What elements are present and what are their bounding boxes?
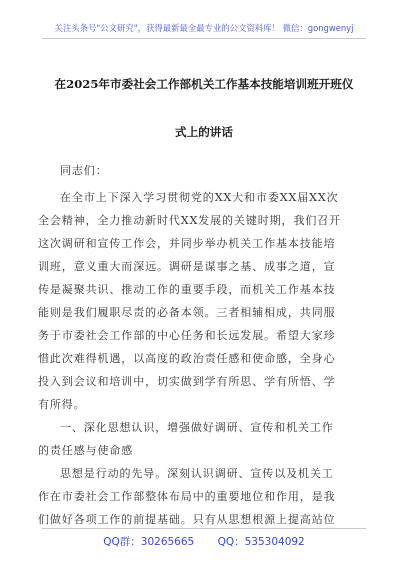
heading-line: 的责任感与使命感 — [38, 444, 134, 457]
header-divider — [42, 38, 366, 39]
text-line: 训班，意义重大而深远。调研是谋事之基、成事之道，宣 — [38, 260, 336, 273]
salutation: 同志们： — [60, 164, 108, 177]
text-line: 有所得。 — [38, 398, 86, 411]
text-line: 务于市委社会工作部的中心任务和长远发展。希望大家珍 — [38, 329, 336, 342]
header-banner: 关注头条号"公文研究"，获得最新最全最专业的公文资料库！ 微信：gongwenyj — [54, 23, 354, 33]
text-line: 能则是我们履职尽责的必备本领。三者相辅相成，共同服 — [38, 306, 336, 319]
paragraph-1 — [38, 186, 372, 416]
section-heading-1 — [38, 416, 372, 462]
footer-qq-group: QQ群：30265665 — [103, 536, 195, 548]
text-line: 传是凝聚共识、推动工作的重要手段，而机关工作基本技 — [38, 283, 336, 296]
text-line: 投入到会议和培训中，切实做到学有所思、学有所悟、学 — [38, 375, 336, 388]
footer-qq: QQ：535304092 — [217, 536, 305, 548]
text-line: 在全市上下深入学习贯彻党的XX大和市委XX届XX次 — [60, 191, 339, 204]
heading-line: 一、深化思想认识，增强做好调研、宣传和机关工作 — [60, 421, 334, 434]
paragraph-2 — [38, 462, 372, 531]
text-line: 全会精神，全力推动新时代XX发展的关键时期，我们召开 — [38, 214, 342, 227]
text-line: 们做好各项工作的前提基础。只有从思想根源上提高站位 — [38, 513, 336, 526]
footer-contacts — [0, 534, 408, 549]
document-title-line-1: 在2025年市委社会工作部机关工作基本技能培训班开班仪 — [54, 77, 354, 91]
footer-divider — [42, 528, 366, 529]
text-line: 思想是行动的先导。深刻认识调研、宣传以及机关工 — [60, 467, 334, 480]
text-line: 作在市委社会工作部整体布局中的重要地位和作用，是我 — [38, 490, 336, 503]
text-line: 惜此次难得机遇，以高度的政治责任感和使命感，全身心 — [38, 352, 336, 365]
document-title-line-2: 式上的讲话 — [175, 125, 233, 139]
text-line: 这次调研和宣传工作会，并同步举办机关工作基本技能培 — [38, 237, 336, 250]
